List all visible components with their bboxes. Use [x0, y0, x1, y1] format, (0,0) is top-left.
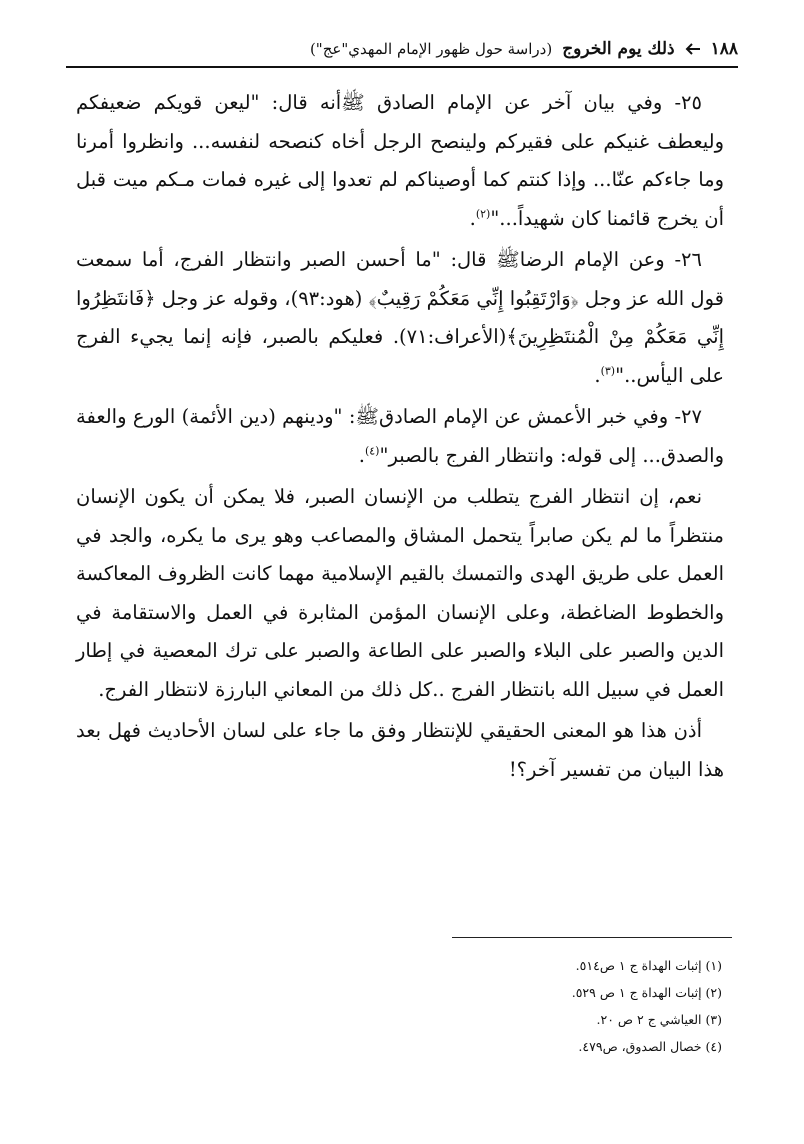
main-text [76, 84, 724, 792]
paragraph-25: ٢٥- وفي بيان آخر عن الإمام الصادق ﷺأنه قال: "ليعن قويكم ضعيفكم وليعطف غنيكم على فقيركم ولينصح الرجل أخاه كنصحه لنفسه... وانظروا أمرنا وما جاءكم عنّا... وإذا كنتم كما أوصيناكم لم تعدوا إلى غيره فمات مـكم ميت قبل أن يخرج قائمنا كان شهيداً..."$^{(٢)}$. [76, 91, 724, 230]
paragraph-text: ٢٧- وفي خبر الأعمش عن الإمام الصادقﷺ: "ودينهم (دين الأئمة) الورع والعفة والصدق... إلى قوله: وانتظار الفرج بالصبر" [76, 405, 724, 467]
paragraph-conclusion [76, 712, 724, 789]
paragraph-text: نعم، إن انتظار الفرج يتطلب من الإنسان الصبر، فلا يمكن أن يكون الإنسان منتظراً ما لم يكن صابراً يتحمل المشاق والمصاعب وهو يرى ما يكره، والجد في العمل على طريق الهدى والتمسك بالقيم الإسلامية مهما كانت الظروف المعاكسة والخطوط الضاغطة، وعلى الإنسان المؤمن المثابرة في العمل والاستقامة في الدين والصبر على البلاء والصبر على الطاعة والصبر على ترك المعصية في إطار العمل في سبيل الله بانتظار الفرج ..كل ذلك من المعاني البارزة لانتظار الفرج. [76, 485, 724, 701]
page-number: ١٨٨ [710, 39, 738, 59]
footnote-2: (٢) إثبات الهداة ج ١ ص ٥٢٩. [571, 985, 722, 1000]
footnote-3: (٣) العياشي ج ٢ ص ٢٠. [596, 1012, 722, 1027]
paragraph-text: أذن هذا هو المعنى الحقيقي للإنتظار وفق ما جاء على لسان الأحاديث فهل بعد هذا البيان من تفسير آخر؟! [76, 719, 724, 781]
paragraph-commentary [76, 478, 724, 709]
footnote-1: (١) إثبات الهداة ج ١ ص٥١٤. [575, 958, 722, 973]
footnote-ref: (٤) [364, 444, 380, 457]
footnotes [300, 952, 722, 1060]
paragraph-text: ٢٥- وفي بيان آخر عن الإمام الصادق ﷺأنه قال: "ليعن قويكم ضعيفكم وليعطف غنيكم على فقيركم ولينصح الرجل أخاه كنصحه لنفسه... وانظروا أمرنا وما جاءكم عنّا... وإذا كنتم كما أوصيناكم لم تعدوا إلى غيره فمات مـكم ميت قبل أن يخرج قائمنا كان شهيداً..." [76, 91, 724, 230]
footnote-ref: (٢) [475, 207, 491, 220]
ornament-arrow-icon [685, 43, 701, 55]
footnote-ref: (٣) [600, 364, 616, 377]
paragraph-26: ٢٦- وعن الإمام الرضاﷺ قال: "ما أحسن الصبر وانتظار الفرج، أما سمعت قول الله عز وجل ﴿وَارْتَقِبُوا إِنِّي مَعَكُمْ رَقِيبٌ﴾ (هود:٩٣)، وقوله عز وجل ﴿فَانتَظِرُوا إِنِّي مَعَكُمْ مِنْ الْمُنتَظِرِينَ﴾(الأعراف:٧١). فعليكم بالصبر، فإنه إنما يجيء الفرج على اليأس.."$^{(٣)}$. [76, 248, 724, 387]
book-subtitle: (دراسة حول ظهور الإمام المهدي"عج") [309, 40, 553, 58]
footnote-divider [452, 937, 732, 938]
footnote-4: (٤) خصال الصدوق، ص٤٧٩. [578, 1039, 722, 1054]
paragraph-text: ٢٦- وعن الإمام الرضاﷺ قال: "ما أحسن الصبر وانتظار الفرج، أما سمعت قول الله عز وجل ﴿وَارْتَقِبُوا إِنِّي مَعَكُمْ رَقِيبٌ﴾ (هود:٩٣)، وقوله عز وجل ﴿فَانتَظِرُوا إِنِّي مَعَكُمْ مِنْ الْمُنتَظِرِينَ﴾(الأعراف:٧١). فعليكم بالصبر، فإنه إنما يجيء الفرج على اليأس.." [76, 248, 724, 387]
running-header [66, 34, 738, 68]
paragraph-27: ٢٧- وفي خبر الأعمش عن الإمام الصادقﷺ: "ودينهم (دين الأئمة) الورع والعفة والصدق... إلى قوله: وانتظار الفرج بالصبر"$^{(٤)}$. [76, 405, 724, 467]
book-title: ذلك يوم الخروج [562, 39, 675, 59]
